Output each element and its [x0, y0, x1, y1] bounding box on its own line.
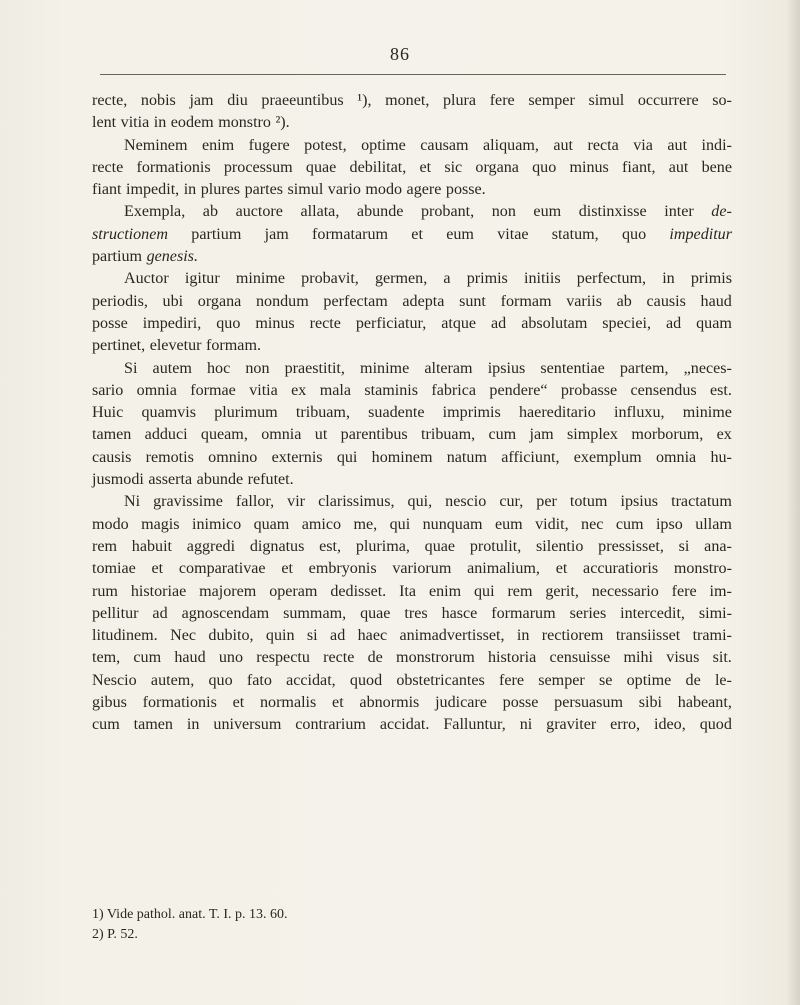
text-line: Huic quamvis plurimum tribuam, suadente imprimis haereditario influxu, minime	[92, 404, 732, 422]
text-line: structionem partium jam formatarum et eum vitae statum, quo impeditur	[92, 225, 732, 243]
text-line: rem habuit aggredi dignatus est, plurima, quae protulit, silentio pressisset, si ana-	[92, 537, 732, 555]
text-line: tem, cum haud uno respectu recte de monstrorum historia censuisse mihi visus sit.	[92, 649, 732, 667]
footnotes	[92, 905, 492, 945]
text-line: Exempla, ab auctore allata, abunde probant, non eum distinxisse inter de-	[124, 203, 732, 221]
header-rule	[100, 74, 726, 75]
footnote: 1) Vide pathol. anat. T. I. p. 13. 60.	[92, 907, 288, 922]
text-line: Auctor igitur minime probavit, germen, a primis initiis perfectum, in primis	[124, 270, 732, 288]
text-line: Neminem enim fugere potest, optime causam aliquam, aut recta via aut indi-	[124, 136, 732, 154]
text-line: recte formationis processum quae debilitat, et sic organa quo minus fiant, aut bene	[92, 158, 732, 176]
text-line: Nescio autem, quo fato accidat, quod obstetricantes fere semper se optime de le-	[92, 671, 732, 689]
text-line: partium genesis.	[92, 248, 198, 266]
text-line: rum historiae majorem operam dedisset. Ita enim qui rem gerit, necessario fere im-	[92, 582, 732, 600]
text-line: cum tamen in universum contrarium accidat. Falluntur, ni graviter erro, ideo, quod	[92, 716, 732, 734]
text-line: pellitur ad agnoscendam summam, quae tres hasce formarum series intercedit, simi-	[92, 604, 732, 622]
page-number: 86	[390, 44, 410, 64]
text-line: causis remotis omnino externis qui hominem natum afficiunt, exemplum omnia hu-	[92, 448, 732, 466]
body-text	[92, 90, 732, 737]
text-line: sario omnia formae vitia ex mala staminis fabrica pendere“ probasse censendus est.	[92, 381, 732, 399]
text-line: lent vitia in eodem monstro ²).	[92, 114, 290, 132]
text-line: tomiae et comparativae et embryonis variorum animalium, et accuratioris monstro-	[92, 560, 732, 578]
text-line: tamen adduci queam, omnia ut parentibus tribuam, cum jam simplex morborum, ex	[92, 426, 732, 444]
text-line: litudinem. Nec dubito, quin si ad haec animadvertisset, in rectiorem transiisset trami-	[92, 627, 732, 645]
text-line: Ni gravissime fallor, vir clarissimus, qui, nescio cur, per totum ipsius tractatum	[124, 493, 732, 511]
text-line: fiant impedit, in plures partes simul vario modo agere posse.	[92, 181, 486, 199]
text-line: jusmodi asserta abunde refutet.	[92, 471, 294, 489]
text-line: pertinet, elevetur formam.	[92, 337, 261, 355]
text-line: periodis, ubi organa nondum perfectam adepta sunt formam variis ab causis haud	[92, 292, 732, 310]
text-line: recte, nobis jam diu praeeuntibus ¹), monet, plura fere semper simul occurrere so-	[92, 92, 732, 109]
text-line: modo magis inimico quam amico me, qui nunquam eum vidit, nec cum ipso ullam	[92, 515, 732, 533]
text-line: gibus formationis et normalis et abnormis judicare posse persuasum sibi habeant,	[92, 694, 732, 712]
text-line: Si autem hoc non praestitit, minime alteram ipsius sententiae partem, „neces-	[124, 359, 732, 377]
text-line: posse impediri, quo minus recte perficiatur, atque ad absolutam speciei, ad quam	[92, 314, 732, 332]
footnote: 2) P. 52.	[92, 927, 138, 942]
page-edge-shadow	[786, 0, 800, 1005]
